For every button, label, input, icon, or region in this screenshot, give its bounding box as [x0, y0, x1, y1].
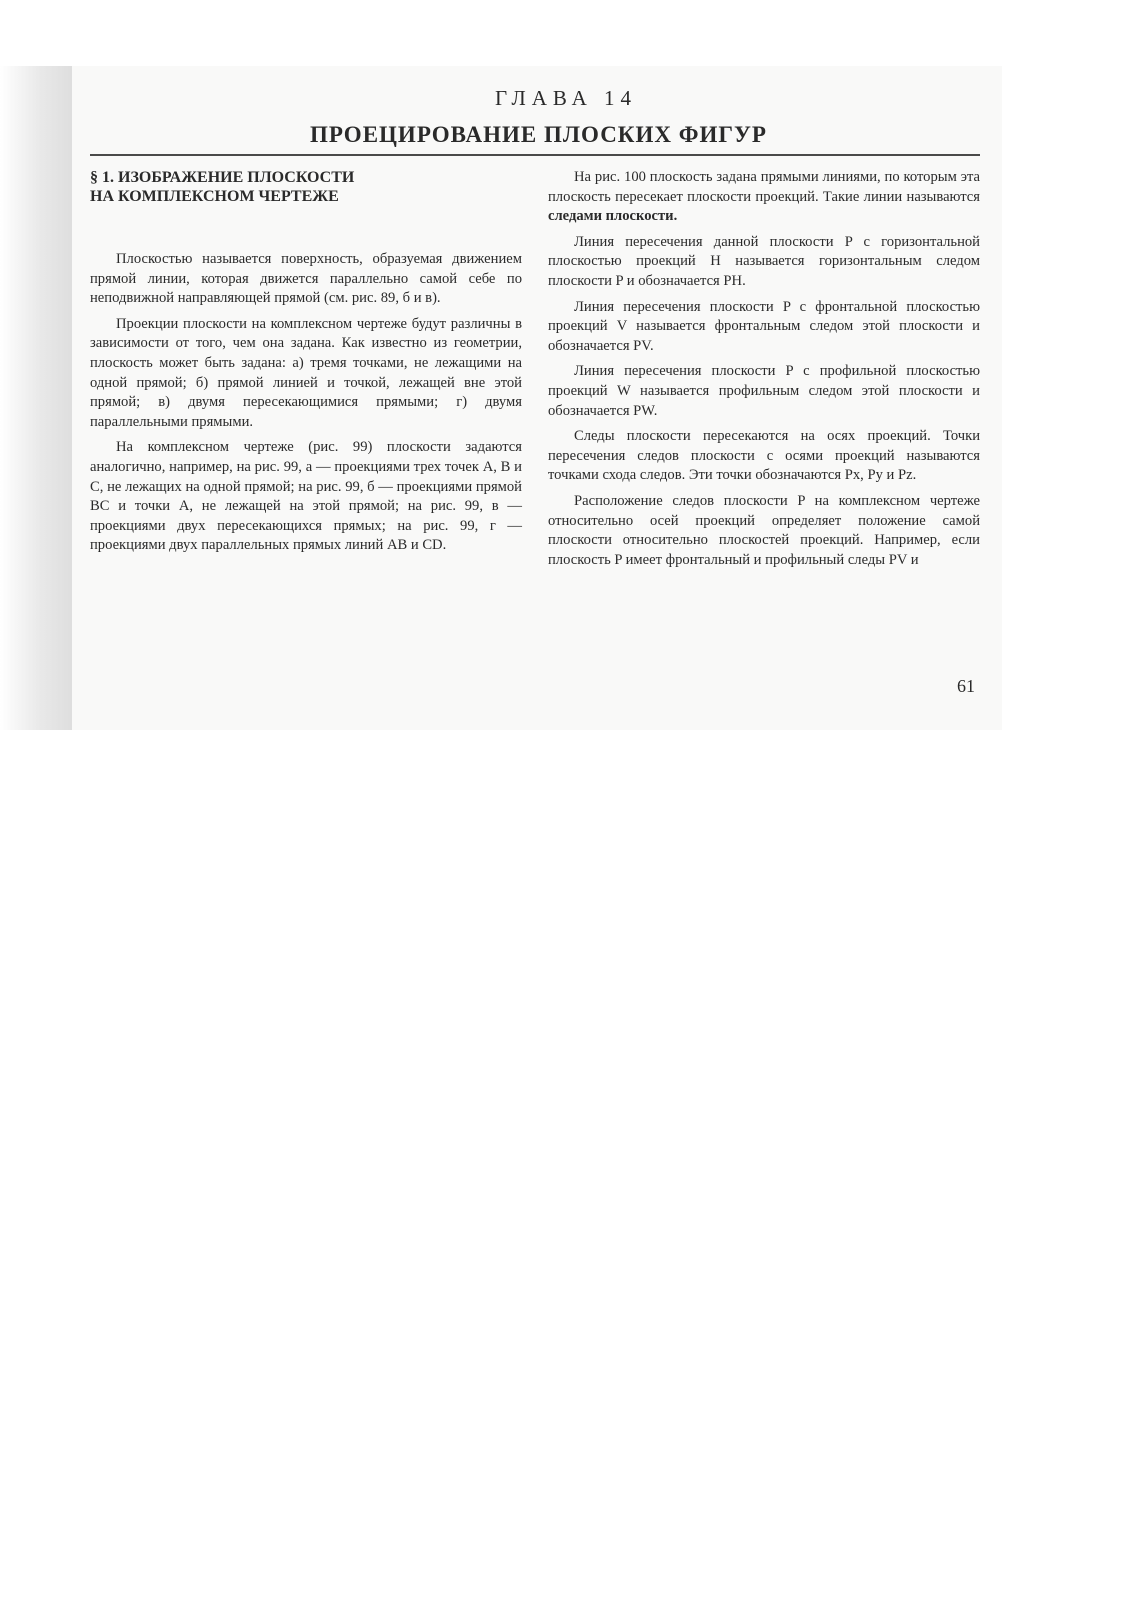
paragraph: Линия пересечения плоскости P с профильной плоскостью проекций W называется профильным следом этой плоскости и обозначается PW. [548, 363, 980, 419]
section-heading-line1: § 1. ИЗОБРАЖЕНИЕ ПЛОСКОСТИ [90, 169, 355, 186]
section-heading [90, 168, 522, 206]
paragraph: Проекции плоскости на комплексном чертеже будут различны в зависимости от того, чем она задана. Как известно из геометрии, плоскость может быть задана: а) тремя точками, не лежащими на одной прямой; б) прямой линией и точкой, лежащей вне этой прямой; в) двумя пересекающимися прямыми; г) двумя параллельными прямыми. [90, 315, 522, 430]
section-heading-line2: НА КОМПЛЕКСНОМ ЧЕРТЕЖЕ [90, 188, 339, 205]
binding-shadow [0, 66, 72, 730]
paragraph: Расположение следов плоскости P на комплексном чертеже относительно осей проекций определяет положение самой плоскости относительно плоскостей проекций. Например, если плоскость P имеет фронтальный и профильный следы PV и [548, 492, 980, 568]
title-rule [90, 154, 980, 156]
left-column [90, 168, 522, 562]
paragraph: Линия пересечения плоскости P с фронтальной плоскостью проекций V называется фронтальным следом этой плоскости и обозначается PV. [548, 298, 980, 354]
chapter-title: ПРОЕЦИРОВАНИЕ ПЛОСКИХ ФИГУР [310, 122, 767, 147]
paragraph-text: На рис. 100 плоскость задана прямыми линиями, по которым эта плоскость пересекает плоскости проекций. Такие линии называются [548, 169, 980, 205]
paragraph: Линия пересечения данной плоскости P с горизонтальной плоскостью проекций H называется горизонтальным следом плоскости P и обозначается PH. [548, 233, 980, 289]
chapter-label: ГЛАВА 14 [494, 86, 638, 110]
page-number: 61 [957, 676, 975, 696]
paragraph [548, 168, 980, 227]
term-traces: следами плоскости. [548, 208, 678, 225]
paragraph: Следы плоскости пересекаются на осях проекций. Точки пересечения следов плоскости с осями проекций называются точками схода следов. Эти точки обозначаются Px, Py и Pz. [548, 428, 980, 484]
paragraph: На комплексном чертеже (рис. 99) плоскости задаются аналогично, например, на рис. 99, а — проекциями трех точек A, B и C, не лежащих на одной прямой; на рис. 99, б — проекциями прямой BC и точки A, не лежащей на этой прямой; на рис. 99, в — проекциями двух пересекающихся прямых; на рис. 99, г — проекциями двух параллельных прямых линий AB и CD. [90, 439, 522, 554]
paragraph: Плоскостью называется поверхность, образуемая движением прямой линии, которая движется параллельно самой себе по неподвижной направляющей прямой (см. рис. 89, б и в). [90, 251, 522, 307]
right-column [548, 168, 980, 576]
